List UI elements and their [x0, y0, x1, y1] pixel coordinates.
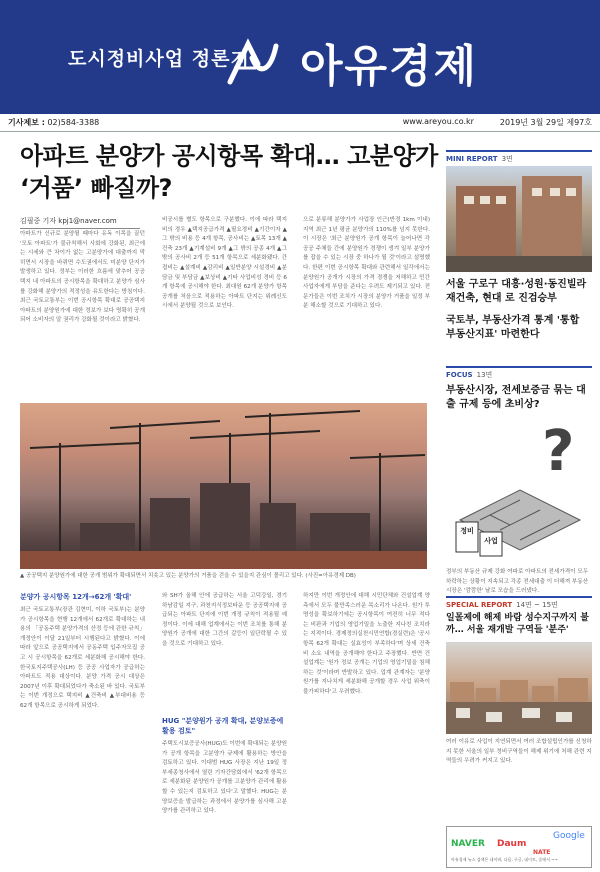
- info-right: [403, 117, 592, 128]
- focus-section: [446, 366, 592, 380]
- article-col1: 아파트가 신규로 분양될 때마다 유독 이목을 끌던 '모토 아파트'가 불규칙해서 사회에 강화된, 최근에는 시세와 큰 차이가 없는 고분양가에 대출까지 막히면서 시장을 바뀌면 수도권에서도 미분양 단지가 발생하고 있다. 정부는 이러한 흐름에 맞추어 공공택지 내 아파트의 공시항목을 확대하고 분양가 심사를 강화해 분양가의 적정성을 유도한다는 방침이다. 최근 국토교통부는 이번 공시항목 확대로 공공택지 아파트의 분양원가에 대한 정보가 보다 명확히 공개되어 소비자의 알 권리가 강화될 것이라고 밝혔다.: [20, 231, 145, 324]
- maze-sign-1: 정비: [460, 527, 474, 535]
- headline-line2: ‘거품’ 빠질까?: [20, 174, 172, 202]
- article-col7: 하지만 이번 개정안에 대해 시민단체와 건설업계 양측에서 모두 불만족스러운 목소리가 나온다. 원가 투명성을 확보하기에는 공시항목이 여전히 너무 적다는 비판과 기업의 영업기밀을 노출한 지나친 조치라는 지적이다. 경제정의실천시민연합(경실련)은 '공시항목 62개 확대는 실효성이 부족하다'며 상세 건축비 소요 내역을 공개해야 한다고 주장했다. 반면 건설업계는 '원가 정보 공개는 기업의 영업기밀을 침해하는 것'이라며 반발하고 있다. 업계 관계자는 '분양원가를 지나치게 세분화해 공개할 경우 사업 위축이 불가피하다'고 우려했다.: [303, 593, 430, 695]
- article-col6: 주택도시보증공사(HUG)도 이번에 확대되는 분양원가 공개 항목을 고분양가 규제에 활용하는 방안을 검토하고 있다. 이대범 HUG 사장은 지난 19일 정부세종청사에서 열린 기자간담회에서 '62개 항목으로 세분화된 분양원가 공개를 고분양가 관리에 활용할 수 있는지 검토하고 있다'고 말했다. HUG는 분양보증을 발급하는 과정에서 분양가를 심사해 고분양가를 관리하고 있다.: [162, 741, 287, 815]
- article-col2: 비공시를 별도 항목으로 구분했다. 이에 따라 택지비의 경우 ▲택지공급가격 ▲필요경비 ▲기간이자 ▲그 밖의 비용 등 4개 항목, 공사비는 ▲토목 13개 ▲건축 23개 ▲기계설비 9개 ▲그 밖의 공종 4개 ▲그 밖의 공사비 2개 등 51개 항목으로 세분화됐다. 간접비는 ▲설계비 ▲감리비 ▲일반분양 시설경비 ▲분담금 및 부담금 ▲보상비 ▲기타 사업비성 경비 등 6개 항목에 공시해야 한다. 최대원 62개 분양가 항목 공개를 처음으로 적용하는 아파트 단지는 위례신도시에서 분양될 것으로 보인다.: [162, 217, 287, 310]
- issue-date: 2019년 3월 29일 제97호: [499, 118, 592, 127]
- portal-banner[interactable]: [446, 826, 592, 868]
- article-col3: 으로 분류해 분양가가 사업장 인근(반경 1km 이내) 지역 최근 1년 평균 분양가의 110%를 넘지 못한다. 이 시장은 '최근 분양원가 공개 항목이 늘어나면 각 공공 주체들 간에 분양원가 경쟁이 생겨 일부 분양가를 잡을 수 있는 시장 중 하나가 될 것'이라고 설명했다. 한편 이번 공시항목 확대와 관련해서 일각에서는 분양원가 공개가 시장의 가격 경쟁을 저해하고 민간 사업자에게 부담을 준다는 우려도 제기되고 있다. 전문가들은 이번 조치가 시장의 분양가 거품을 일정 부분 해소할 것으로 기대하고 있다.: [303, 217, 430, 310]
- article-col5: 와 SH가 올해 안에 공급하는 서울 고덕강일, 경기 하남감일 지구, 과천지식정보타운 등 공공택지에 공급되는 아파트 단지에 이번 개정 규칙이 적용될 예정이다. 이에 대해 업계에서는 이번 조치를 통해 분양원가 공개에 대한 그간의 갈등이 일단락될 수 있을 것으로 기대하고 있다.: [162, 593, 287, 647]
- masthead-title: 아유경제: [300, 41, 479, 92]
- special-section: [446, 596, 592, 610]
- article-col4: 최근 국토교통부(장관 김현미, 이하 국토부)는 분양가 공시항목을 현행 12개에서 62개로 확대하는 내용의 「공동주택 분양가격의 산정 등에 관한 규칙」 개정안이 이달 21일부터 시행된다고 밝혔다. 이에 따라 앞으로 공공택지에서 공동주택 입주자모집 공고 시 공시항목을 62개로 세분화해 공시해야 한다. 한국토지주택공사(LH) 등 공공 사업자가 공급하는 아파트도 적용 대상이다. 분양 가격 공시 대상은 2007년 이후 확대되었다가 축소된 바 있다. 국토부는 이번 개정으로 택지비 ▲건축비 ▲부대비용 등 62개 항목으로 공시하게 되었다.: [20, 607, 145, 709]
- site-url[interactable]: www.areyou.co.kr: [402, 117, 474, 126]
- mini-report-headline1: 서울 구로구 대흥·성원·동진빌라 재건축, 현대 로 진검승부: [446, 279, 587, 304]
- crane-illustration: [20, 403, 427, 569]
- special-label: SPECIAL REPORT 14면 ~ 15면: [446, 596, 592, 610]
- tip-phone: 02)584-3388: [47, 118, 100, 127]
- mini-report: [446, 150, 592, 164]
- headline-line1: 아파트 분양가 공시항목 확대… 고분양가: [20, 142, 438, 170]
- byline: 김필중 기자 kpj1@naver.com: [20, 216, 140, 229]
- construction-photo: [20, 403, 427, 569]
- special-text: 여러 이유로 사업이 지연되면서 여러 조합설립인가를 신청하지 못한 서울의 일부 정비구역들이 해제 위기에 처해 관련 지역들의 우려가 커지고 있다.: [446, 739, 592, 765]
- focus-label: FOCUS 13면: [446, 366, 592, 380]
- masthead: [0, 0, 600, 114]
- main-headline: [20, 140, 440, 204]
- nate-logo[interactable]: NATE: [533, 849, 551, 856]
- svg-text:?: ?: [542, 420, 575, 484]
- focus-text: 정부의 부동산 규제 강화 여파로 아파트의 전세가격이 모두 하락하는 상황이 지속되고 각종 전세대출 이 더해져 부동산시장은 '깜깜한' 날로 모습을 드러냈다.: [446, 569, 589, 595]
- special-headline: 일몰제에 해제 바람 성수지구까지 불까… 서울 재개발 구역들 '분주': [446, 613, 589, 635]
- mini-report-headline2: 국토부, 부동산가격 통계 '통합 부동산지표' 마련한다: [446, 315, 580, 340]
- mini-report-label: MINI REPORT 3면: [446, 150, 592, 164]
- newspaper-logo-icon: [226, 38, 286, 88]
- subhead-2: HUG "분양원가 공개 확대, 분양보증에 활용 검토": [162, 717, 284, 735]
- daum-logo[interactable]: Daum: [497, 839, 527, 849]
- focus-headline: 부동산시장, 전세보증금 묶는 대출 규제 등에 초비상?: [446, 385, 586, 410]
- subhead-1: 분양가 공시항목 12개→62개 '확대': [20, 593, 132, 601]
- maze-illustration: [450, 420, 590, 560]
- villa-photo: [446, 166, 592, 272]
- naver-logo[interactable]: NAVER: [451, 839, 485, 849]
- info-bar: [0, 114, 600, 132]
- photo-caption: ▲ 공공택지 분양원가에 대한 공개 범위가 확대되면서 치솟고 있는 분양가의 거품을 걷을 수 있을지 관심이 몰리고 있다. (사진=아유경제 DB): [20, 573, 356, 579]
- masthead-subtitle: 도시정비사업 정론지: [68, 48, 250, 70]
- tip-line: [8, 117, 99, 128]
- google-logo[interactable]: Google: [553, 831, 585, 841]
- tip-label: 기사제보 :: [8, 118, 45, 127]
- maze-sign-2: 사업: [484, 537, 498, 545]
- portal-search-hint: 아유경제 뉴스 검색은 네이버, 다음, 구글, 네이트, 줌에서 ~~: [451, 857, 558, 862]
- redevelopment-photo: [446, 642, 592, 734]
